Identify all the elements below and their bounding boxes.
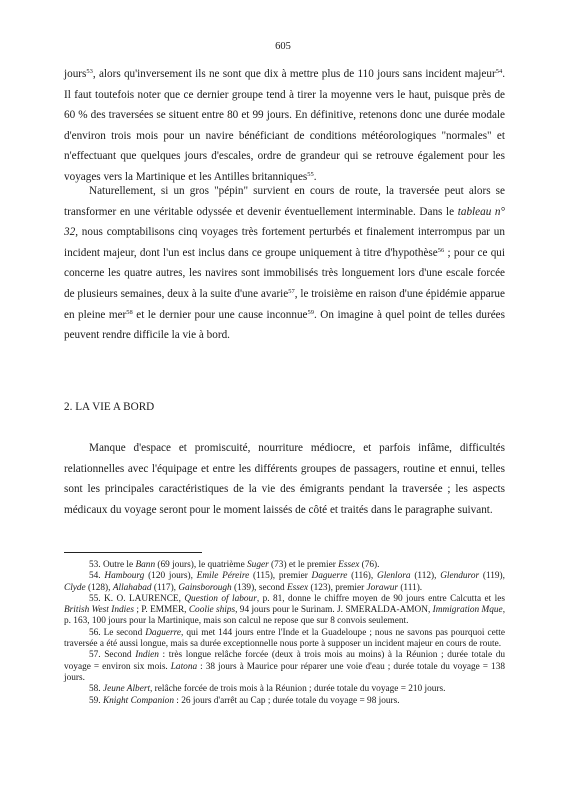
- text-run: 54.: [89, 571, 105, 582]
- text-run: (120 jours),: [144, 571, 197, 582]
- ship-name: Knight Companion: [102, 695, 174, 706]
- book-title: Question of labour: [184, 593, 257, 604]
- ship-name: Jeune Albert: [102, 684, 151, 695]
- text-run: Naturellement, si un gros "pépin" survient en cours de route, la traversée peut alors se transformer en une véritable odyssée et devenir éventuellement interminable. Dans le: [64, 185, 505, 218]
- text-run: (112),: [410, 571, 441, 582]
- ship-name: Gainsborough: [178, 582, 232, 593]
- ship-name: Essex: [338, 560, 360, 570]
- ship-name: Emile Péreire: [196, 571, 250, 582]
- text-run: 59.: [89, 695, 103, 706]
- footnote-ref-54[interactable]: 54: [495, 68, 503, 75]
- ship-name: Bann: [135, 560, 156, 570]
- text-run: (119),: [479, 571, 505, 582]
- footnote-55: [64, 594, 505, 628]
- text-run: , p. 163, 100 jours pour la Martinique, mais son calcul ne repose que sur 8 convois seulement.: [64, 605, 506, 627]
- footnote-57: [64, 650, 505, 684]
- text-run: (115), premier: [249, 571, 312, 582]
- text-run: (117),: [151, 582, 179, 593]
- text-run: 58.: [89, 684, 103, 695]
- text-run: . Il faut toutefois noter que ce dernier groupe tend à tirer la moyenne vers le haut, puisque près de 60 % des traversées se situent entre 80 et 99 jours. En définitive, retenons donc une durée modale d'environ trois mois pour un navire bénéficiant de conditions météorologiques "normales" et n'effectuant que quelques jours d'escales, ordre de grandeur qui se retrouve également pour les voyages vers la Martinique et les Antilles britanniques: [64, 68, 505, 183]
- text-run: , nous comptabilisons cinq voyages très fortement perturbés et finalement interrompus par un incident majeur, dont l'un est inclus dans ce groupe uniquement à titre d'hypothèse: [64, 226, 505, 259]
- text-run: , 94 jours pour le Surinam. J. SMERALDA-AMON,: [235, 605, 433, 616]
- text-run: 57. Second: [89, 650, 136, 661]
- text-run: (128),: [85, 582, 113, 593]
- text-run: : très longue relâche forcée (deux à trois mois au moins) à la Réunion ; durée totale du voyage = environ six mois.: [64, 650, 506, 672]
- text-run: ; P. EMMER,: [133, 605, 189, 616]
- footnote-54: [64, 571, 505, 594]
- ship-name: Essex: [286, 582, 309, 593]
- ship-name: Daguerre: [311, 571, 348, 582]
- text-run: , le troisième en raison d'une épidémie apparue en pleine mer: [64, 287, 505, 321]
- text-run: , qui met 144 jours entre l'Inde et la Guadeloupe ; nous ne savons pas pourquoi cette traversée a été aussi longue, mais sa durée exceptionnelle nous porte à supposer un incident majeur en cours de route.: [64, 627, 505, 650]
- footnotes: [64, 560, 505, 707]
- text-run: ; pour ce qui concerne les quatre autres, les navires sont immobilisés très longuement lors d'une escale forcée de plusieurs semaines, deux à la suite d'une avarie: [64, 246, 506, 300]
- footnote-58: [64, 684, 505, 695]
- text-run: , relâche forcée de trois mois à la Réunion ; durée totale du voyage = 210 jours.: [150, 684, 446, 695]
- text-run: (139), second: [231, 582, 287, 593]
- footnote-ref-53[interactable]: 53: [86, 68, 93, 75]
- text-run: , p. 81, donne le chiffre moyen de 90 jours entre Calcutta et les: [256, 593, 505, 604]
- footnote-ref-57[interactable]: 57: [288, 287, 295, 295]
- footnote-ref-55[interactable]: 55: [307, 170, 314, 178]
- ship-name: Glenlora: [376, 571, 411, 582]
- footnote-59: [64, 696, 505, 707]
- footnote-divider: [64, 552, 202, 553]
- ship-name: Hambourg: [104, 571, 145, 582]
- text-run: (111).: [398, 582, 423, 593]
- text-run: 53. Outre le: [89, 560, 136, 570]
- text-run: 56. Le second: [89, 627, 146, 638]
- ship-name: Suger: [247, 560, 269, 570]
- footnote-56: [64, 628, 505, 651]
- paragraph-2: [64, 181, 505, 346]
- ship-name: Indien: [135, 650, 159, 661]
- text-run: (73) et le premier: [268, 560, 339, 570]
- footnote-53: [64, 560, 505, 571]
- text-run: , alors qu'inversement ils ne sont que dix à mettre plus de 110 jours sans incident majeur: [92, 68, 496, 80]
- ship-name: Clyde: [64, 582, 86, 593]
- table-reference: tableau n° 32: [64, 205, 506, 239]
- text-run: .: [313, 170, 317, 183]
- book-title: Immigration Mque: [432, 605, 503, 616]
- ship-name: Daguerre: [145, 627, 182, 638]
- footnote-ref-59[interactable]: 59: [307, 308, 315, 316]
- book-title: British West Indies: [64, 605, 134, 616]
- section-heading: 2. LA VIE A BORD: [64, 401, 155, 413]
- paragraph-3: Manque d'espace et promiscuité, nourriture médiocre, et parfois infâme, difficultés relationnelles avec l'équipage et entre les différents groupes de passagers, routine et ennui, telles sont les principales caractéristiques de la vie des émigrants pendant la traversée ; les aspects médicaux du voyage seront pour le moment laissés de côté et traités dans le paragraphe suivant.: [64, 442, 505, 516]
- text-run: (116),: [347, 571, 377, 582]
- ship-name: Jorawur: [366, 582, 399, 593]
- book-title: Coolie ships: [188, 605, 236, 616]
- text-run: jours: [64, 68, 87, 80]
- text-run: (69 jours), le quatrième: [155, 560, 248, 570]
- footnote-ref-58[interactable]: 58: [126, 308, 133, 316]
- paragraph-1: [64, 64, 505, 188]
- ship-name: Latona: [170, 661, 198, 672]
- text-run: et le dernier pour une cause inconnue: [132, 308, 308, 321]
- ship-name: Allahabad: [112, 582, 152, 593]
- page-number: 605: [275, 41, 291, 52]
- text-run: 55. K. O. LAURENCE,: [89, 593, 185, 604]
- text-run: (76).: [359, 560, 380, 570]
- text-run: : 38 jours à Maurice pour réparer une voie d'eau ; durée totale du voyage = 138 jours.: [64, 661, 505, 683]
- ship-name: Glenduror: [440, 571, 480, 582]
- text-run: . On imagine à quel point de telles durées peuvent rendre difficile la vie à bord.: [64, 308, 505, 342]
- text-run: : 26 jours d'arrêt au Cap ; durée totale du voyage = 98 jours.: [173, 695, 400, 706]
- text-run: (123), premier: [308, 582, 367, 593]
- footnote-ref-56[interactable]: 56: [437, 246, 445, 254]
